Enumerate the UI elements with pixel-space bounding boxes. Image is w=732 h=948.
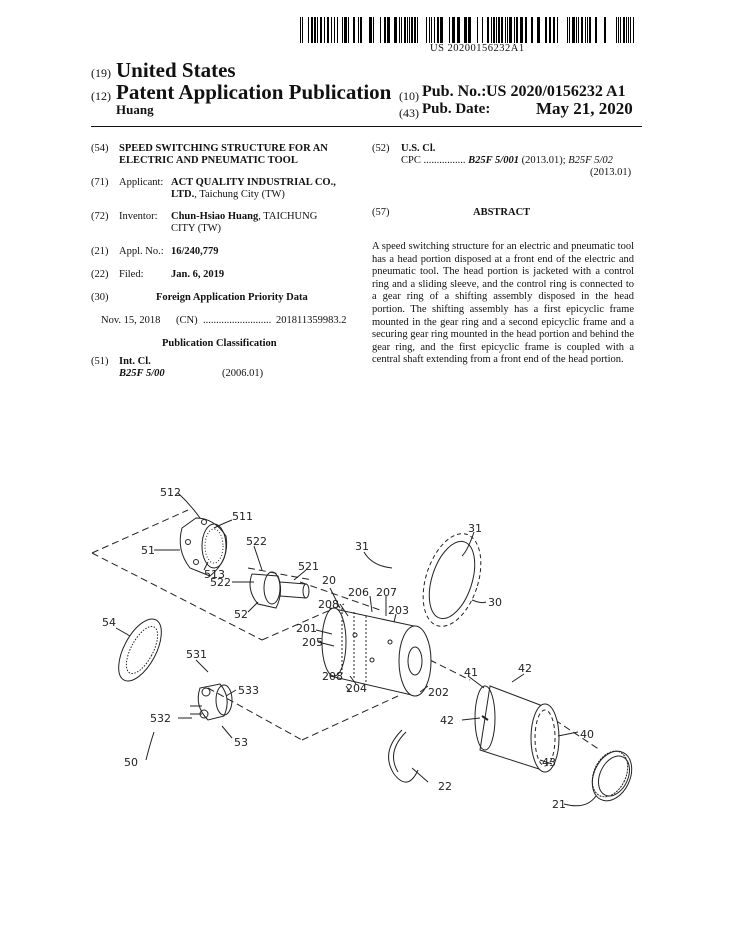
pub-date-label: Pub. Date: [422,101,491,117]
label-41: 41 [464,666,478,679]
pub-no-label: Pub. No.: [422,83,487,100]
cpc-class-1: B25F 5/001 [468,155,519,166]
label-532: 532 [150,712,171,725]
inid-51: (51) [91,356,109,367]
cpc-dots: ................ [423,155,466,166]
label-512: 512 [160,486,181,499]
cpc-year-2: (2013.01) [590,167,632,178]
applicant-line-2 [171,189,285,202]
label-31a: 31 [468,522,482,535]
label-521: 521 [298,560,319,573]
label-202: 202 [428,686,449,699]
label-201: 201 [296,622,317,635]
label-207: 207 [376,586,397,599]
label-205: 205 [302,636,323,649]
label-522a: 522 [246,535,267,548]
exploded-view-drawing [0,470,732,940]
barcode [300,17,634,43]
part-54-gear-ring [110,612,170,687]
us-cl-label: U.S. Cl. [401,143,436,154]
inid-21: (21) [91,246,109,257]
label-208b: 208 [322,670,343,683]
inid-71: (71) [91,177,109,188]
label-206: 206 [348,586,369,599]
header-rule [91,126,642,127]
inventor-line-1 [171,211,317,224]
part-52-frame [250,572,309,608]
inid-12: (12) [91,89,111,103]
pub-date: May 21, 2020 [536,99,633,118]
inventor-location-1: , TAICHUNG [258,211,318,222]
inid-30: (30) [91,292,109,303]
pub-no: US 2020/0156232 A1 [486,83,626,100]
publication-classification-heading: Publication Classification [162,338,277,349]
label-531: 531 [186,648,207,661]
cpc-year-1: (2013.01); [521,155,566,166]
label-203: 203 [388,604,409,617]
title-line-2: ELECTRIC AND PNEUMATIC TOOL [119,155,298,166]
inid-54: (54) [91,143,109,154]
inventor-label: Inventor: [119,211,158,222]
label-21: 21 [552,798,566,811]
label-511: 511 [232,510,253,523]
cpc-label: CPC [401,155,421,166]
label-51: 51 [141,544,155,557]
appl-no: 16/240,779 [171,246,219,257]
label-22: 22 [438,780,452,793]
abstract-text: A speed switching structure for an electric and pneumatic tool has a head portion disposed at a front end of the electric and pneumatic tool. The head portion is jacketed with a control ring and a sliding sleeve, and the control ring is connected to a gear ring of a shifting assembly disposed in the head portion. The shifting assembly has a first epicyclic frame mounted in the gear ring and a second epicyclic frame and a securing gear ring mounted in the head portion and behind the gear ring, and the first epicyclic frame is coupled with a central shaft extending from a front end of the head portion. [372,241,634,366]
document-type: Patent Application Publication [116,80,392,104]
label-43: 43 [542,756,556,769]
label-20: 20 [322,574,336,587]
country: United States [116,58,236,82]
label-53: 53 [234,736,248,749]
applicant-label: Applicant: [119,177,164,188]
part-21-spring [585,745,640,807]
inid-10: (10) [399,89,419,103]
inid-43: (43) [399,106,419,120]
abstract-heading: ABSTRACT [473,207,531,218]
applicant-suffix: LTD. [171,189,195,200]
inventor-short: Huang [116,102,154,117]
label-42a: 42 [518,662,532,675]
cpc-class-2: B25F 5/02 [568,155,613,166]
inid-72: (72) [91,211,109,222]
priority-date: Nov. 15, 2018 [101,315,161,326]
label-533: 533 [238,684,259,697]
label-522b: 522 [210,576,231,589]
label-30: 30 [488,596,502,609]
label-208a: 208 [318,598,339,611]
priority-dots: .......................... [203,315,272,326]
label-204: 204 [346,682,367,695]
priority-heading: Foreign Application Priority Data [156,292,308,303]
part-22-clip [389,730,418,782]
inid-19: (19) [91,66,111,80]
inid-22: (22) [91,269,109,280]
label-40: 40 [580,728,594,741]
filed-date: Jan. 6, 2019 [171,269,225,280]
label-54: 54 [102,616,116,629]
inventor-name: Chun-Hsiao Huang [171,211,259,222]
appl-no-label: Appl. No.: [119,246,164,257]
label-50: 50 [124,756,138,769]
label-52: 52 [234,608,248,621]
label-42b: 42 [440,714,454,727]
filed-label: Filed: [119,269,144,280]
inid-57: (57) [372,207,390,218]
int-cl-class: B25F 5/00 [119,368,165,379]
label-31b: 31 [355,540,369,553]
int-cl-year: (2006.01) [222,368,264,379]
applicant-name: ACT QUALITY INDUSTRIAL CO., [171,177,336,188]
title-line-1: SPEED SWITCHING STRUCTURE FOR AN [119,143,328,154]
inventor-location-2: CITY (TW) [171,223,222,234]
int-cl-label: Int. Cl. [119,356,151,367]
cpc-line [401,155,613,168]
priority-country: (CN) [176,315,198,326]
label-513: 513 [204,568,225,581]
part-30-control-ring [412,526,491,633]
barcode-number: US 20200156232A1 [430,43,525,54]
inid-52: (52) [372,143,390,154]
applicant-location: , Taichung City (TW) [194,189,285,200]
priority-number: 201811359983.2 [276,315,347,326]
